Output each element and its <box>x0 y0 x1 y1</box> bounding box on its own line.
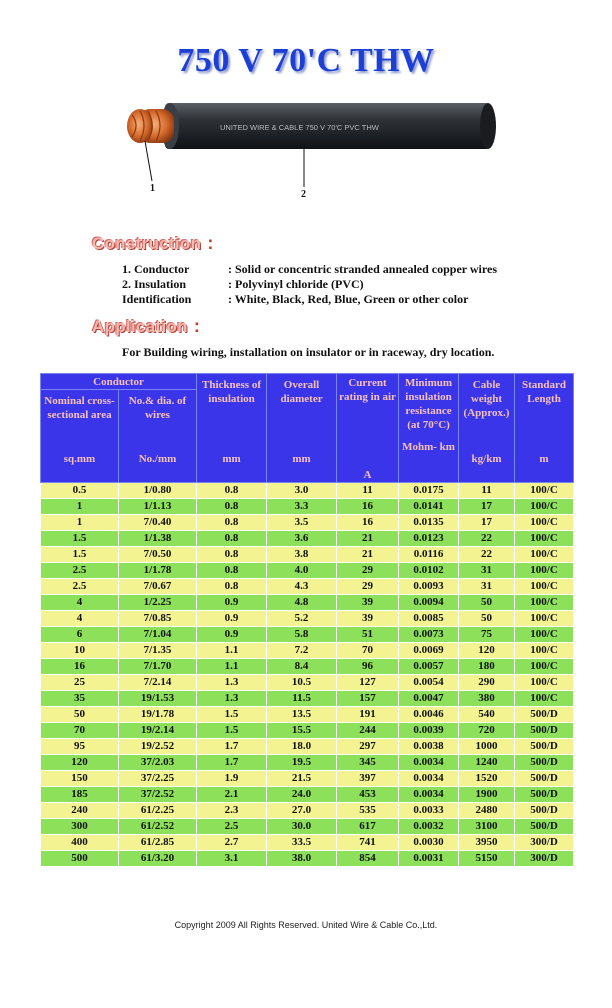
table-row <box>41 771 574 787</box>
cell-no-dia: 61/2.85 <box>119 835 197 851</box>
header-resistance-label: Minimum insulation resistance (at 70°C) <box>404 377 453 431</box>
cell-thickness: 1.9 <box>197 771 267 787</box>
cell-nominal: 10 <box>41 643 119 659</box>
header-length <box>515 374 574 483</box>
cell-length: 100/C <box>515 531 574 547</box>
cell-overall: 4.0 <box>267 563 337 579</box>
cell-no-dia: 7/0.40 <box>119 515 197 531</box>
cell-resistance: 0.0085 <box>399 611 459 627</box>
cell-nominal: 120 <box>41 755 119 771</box>
cell-length: 500/D <box>515 739 574 755</box>
cell-weight: 720 <box>459 723 515 739</box>
cell-overall: 3.6 <box>267 531 337 547</box>
cell-nominal: 35 <box>41 691 119 707</box>
cell-current: 244 <box>337 723 399 739</box>
table-row <box>41 563 574 579</box>
cell-overall: 38.0 <box>267 851 337 867</box>
callout-label-2: 2 <box>301 189 306 200</box>
cell-thickness: 0.8 <box>197 483 267 499</box>
header-thickness-unit: mm <box>222 453 241 465</box>
cell-length: 100/C <box>515 515 574 531</box>
cell-length: 100/C <box>515 643 574 659</box>
construction-item <box>122 292 468 307</box>
cell-nominal: 1.5 <box>41 547 119 563</box>
cell-resistance: 0.0069 <box>399 643 459 659</box>
cell-nominal: 1.5 <box>41 531 119 547</box>
cable-jacket-end <box>480 103 496 149</box>
cell-weight: 5150 <box>459 851 515 867</box>
cell-thickness: 0.9 <box>197 627 267 643</box>
cell-overall: 24.0 <box>267 787 337 803</box>
cell-current: 11 <box>337 483 399 499</box>
cell-resistance: 0.0175 <box>399 483 459 499</box>
cell-current: 21 <box>337 531 399 547</box>
table-row <box>41 835 574 851</box>
cell-nominal: 50 <box>41 707 119 723</box>
cell-thickness: 0.9 <box>197 611 267 627</box>
application-heading-text: Application <box>92 317 188 336</box>
cell-resistance: 0.0116 <box>399 547 459 563</box>
cell-resistance: 0.0054 <box>399 675 459 691</box>
cell-thickness: 1.5 <box>197 723 267 739</box>
cell-length: 100/C <box>515 499 574 515</box>
cell-weight: 50 <box>459 595 515 611</box>
cell-resistance: 0.0032 <box>399 819 459 835</box>
cell-resistance: 0.0033 <box>399 803 459 819</box>
header-weight <box>459 374 515 483</box>
cell-current: 70 <box>337 643 399 659</box>
cell-no-dia: 1/1.38 <box>119 531 197 547</box>
cell-weight: 2480 <box>459 803 515 819</box>
cell-overall: 5.2 <box>267 611 337 627</box>
cell-weight: 1000 <box>459 739 515 755</box>
cell-current: 29 <box>337 579 399 595</box>
cell-current: 21 <box>337 547 399 563</box>
cell-resistance: 0.0038 <box>399 739 459 755</box>
cell-length: 100/C <box>515 611 574 627</box>
cell-no-dia: 19/1.78 <box>119 707 197 723</box>
cell-length: 100/C <box>515 675 574 691</box>
cell-weight: 3100 <box>459 819 515 835</box>
table-row <box>41 579 574 595</box>
cell-overall: 21.5 <box>267 771 337 787</box>
cell-current: 16 <box>337 499 399 515</box>
cell-weight: 1240 <box>459 755 515 771</box>
cell-weight: 31 <box>459 579 515 595</box>
cell-thickness: 1.3 <box>197 691 267 707</box>
cell-overall: 30.0 <box>267 819 337 835</box>
cell-length: 500/D <box>515 819 574 835</box>
header-thickness-label: Thickness of insulation <box>202 379 262 405</box>
cell-overall: 15.5 <box>267 723 337 739</box>
cell-length: 100/C <box>515 563 574 579</box>
cell-current: 741 <box>337 835 399 851</box>
construction-key: 1. Conductor <box>122 262 190 276</box>
table-row <box>41 595 574 611</box>
cell-current: 854 <box>337 851 399 867</box>
cell-nominal: 500 <box>41 851 119 867</box>
header-nominal <box>41 390 119 483</box>
cell-weight: 17 <box>459 515 515 531</box>
cell-no-dia: 1/0.80 <box>119 483 197 499</box>
spec-table-body <box>41 483 574 867</box>
cell-overall: 4.8 <box>267 595 337 611</box>
cell-no-dia: 1/2.25 <box>119 595 197 611</box>
cell-nominal: 4 <box>41 595 119 611</box>
header-current-label: Current rating in air <box>339 377 396 403</box>
cell-length: 500/D <box>515 723 574 739</box>
cable-print-text: UNITED WIRE & CABLE 750 V 70'C PVC THW <box>220 123 379 132</box>
cell-overall: 18.0 <box>267 739 337 755</box>
cell-current: 397 <box>337 771 399 787</box>
cell-nominal: 2.5 <box>41 563 119 579</box>
cell-no-dia: 7/0.50 <box>119 547 197 563</box>
cell-nominal: 1 <box>41 499 119 515</box>
cell-thickness: 2.5 <box>197 819 267 835</box>
table-row <box>41 803 574 819</box>
cell-current: 29 <box>337 563 399 579</box>
table-row <box>41 659 574 675</box>
cell-weight: 380 <box>459 691 515 707</box>
cell-length: 100/C <box>515 547 574 563</box>
construction-value: : Polyvinyl chloride (PVC) <box>228 277 364 291</box>
cell-resistance: 0.0141 <box>399 499 459 515</box>
table-row <box>41 627 574 643</box>
cell-overall: 10.5 <box>267 675 337 691</box>
cell-length: 500/D <box>515 755 574 771</box>
cell-no-dia: 19/2.52 <box>119 739 197 755</box>
header-current <box>337 374 399 483</box>
cell-no-dia: 7/0.85 <box>119 611 197 627</box>
header-overall-unit: mm <box>292 453 311 465</box>
table-row <box>41 723 574 739</box>
cell-no-dia: 1/1.13 <box>119 499 197 515</box>
cell-overall: 8.4 <box>267 659 337 675</box>
cell-no-dia: 61/2.25 <box>119 803 197 819</box>
callout-line-1 <box>145 141 152 181</box>
header-length-label: Standard Length <box>522 379 567 405</box>
spec-table <box>40 373 574 867</box>
cell-thickness: 1.1 <box>197 659 267 675</box>
cell-thickness: 0.8 <box>197 579 267 595</box>
application-heading <box>92 316 200 337</box>
cell-resistance: 0.0046 <box>399 707 459 723</box>
table-row <box>41 531 574 547</box>
header-current-unit: A <box>363 469 372 481</box>
construction-item <box>122 262 497 277</box>
cell-weight: 120 <box>459 643 515 659</box>
cell-no-dia: 37/2.52 <box>119 787 197 803</box>
cell-overall: 5.8 <box>267 627 337 643</box>
cell-thickness: 0.8 <box>197 531 267 547</box>
cell-nominal: 150 <box>41 771 119 787</box>
page-title: 750 V 70'C THW <box>177 42 435 79</box>
cell-no-dia: 61/3.20 <box>119 851 197 867</box>
cell-weight: 1900 <box>459 787 515 803</box>
cell-resistance: 0.0094 <box>399 595 459 611</box>
cell-overall: 3.0 <box>267 483 337 499</box>
construction-value: : White, Black, Red, Blue, Green or other color <box>228 292 469 306</box>
cell-resistance: 0.0031 <box>399 851 459 867</box>
cell-no-dia: 19/2.14 <box>119 723 197 739</box>
cell-length: 500/D <box>515 707 574 723</box>
cell-overall: 11.5 <box>267 691 337 707</box>
cell-resistance: 0.0093 <box>399 579 459 595</box>
header-overall-label: Overall diameter <box>280 379 323 405</box>
cell-nominal: 6 <box>41 627 119 643</box>
cell-no-dia: 61/2.52 <box>119 819 197 835</box>
construction-key: Identification <box>122 292 192 306</box>
cell-length: 100/C <box>515 627 574 643</box>
header-thickness <box>197 374 267 483</box>
cell-nominal: 70 <box>41 723 119 739</box>
construction-key: 2. Insulation <box>122 277 187 291</box>
cell-thickness: 2.7 <box>197 835 267 851</box>
cell-length: 100/C <box>515 579 574 595</box>
cell-no-dia: 19/1.53 <box>119 691 197 707</box>
cell-current: 39 <box>337 611 399 627</box>
cell-weight: 75 <box>459 627 515 643</box>
cell-weight: 290 <box>459 675 515 691</box>
cell-thickness: 1.1 <box>197 643 267 659</box>
table-row <box>41 707 574 723</box>
header-resistance-unit: Mohm- km <box>402 441 455 453</box>
table-row <box>41 643 574 659</box>
cell-weight: 1520 <box>459 771 515 787</box>
cell-current: 453 <box>337 787 399 803</box>
cell-thickness: 0.8 <box>197 515 267 531</box>
cell-thickness: 1.7 <box>197 739 267 755</box>
cell-length: 100/C <box>515 595 574 611</box>
cell-weight: 17 <box>459 499 515 515</box>
cell-weight: 22 <box>459 531 515 547</box>
cell-thickness: 2.3 <box>197 803 267 819</box>
cell-current: 297 <box>337 739 399 755</box>
cell-weight: 3950 <box>459 835 515 851</box>
cell-weight: 540 <box>459 707 515 723</box>
cell-nominal: 0.5 <box>41 483 119 499</box>
cell-nominal: 95 <box>41 739 119 755</box>
cell-resistance: 0.0034 <box>399 755 459 771</box>
table-row <box>41 611 574 627</box>
cell-resistance: 0.0135 <box>399 515 459 531</box>
table-row <box>41 787 574 803</box>
cell-overall: 3.3 <box>267 499 337 515</box>
cell-nominal: 240 <box>41 803 119 819</box>
cell-resistance: 0.0073 <box>399 627 459 643</box>
construction-heading <box>92 233 214 254</box>
cell-overall: 7.2 <box>267 643 337 659</box>
cell-nominal: 1 <box>41 515 119 531</box>
cell-current: 157 <box>337 691 399 707</box>
header-no-dia-label: No.& dia. of wires <box>128 395 187 422</box>
cell-overall: 3.8 <box>267 547 337 563</box>
application-colon: : <box>193 316 201 336</box>
table-row <box>41 819 574 835</box>
cell-overall: 33.5 <box>267 835 337 851</box>
construction-heading-text: Construction <box>92 234 202 253</box>
cell-length: 300/D <box>515 851 574 867</box>
cell-thickness: 1.5 <box>197 707 267 723</box>
cell-no-dia: 7/1.70 <box>119 659 197 675</box>
cell-resistance: 0.0102 <box>399 563 459 579</box>
table-row <box>41 851 574 867</box>
cell-thickness: 3.1 <box>197 851 267 867</box>
cell-no-dia: 7/1.35 <box>119 643 197 659</box>
cell-current: 16 <box>337 515 399 531</box>
header-weight-unit: kg/km <box>471 453 502 465</box>
cell-no-dia: 37/2.03 <box>119 755 197 771</box>
table-row <box>41 483 574 499</box>
cell-weight: 180 <box>459 659 515 675</box>
cell-nominal: 300 <box>41 819 119 835</box>
cell-thickness: 0.8 <box>197 563 267 579</box>
cell-no-dia: 7/0.67 <box>119 579 197 595</box>
cell-weight: 22 <box>459 547 515 563</box>
cell-weight: 31 <box>459 563 515 579</box>
cell-nominal: 4 <box>41 611 119 627</box>
cell-length: 500/D <box>515 803 574 819</box>
header-nominal-unit: sq.mm <box>63 453 96 466</box>
copper-conductor <box>127 109 174 143</box>
cell-overall: 13.5 <box>267 707 337 723</box>
cell-resistance: 0.0047 <box>399 691 459 707</box>
cell-nominal: 25 <box>41 675 119 691</box>
header-length-unit: m <box>539 453 549 465</box>
cell-resistance: 0.0034 <box>399 771 459 787</box>
cell-weight: 11 <box>459 483 515 499</box>
cell-overall: 27.0 <box>267 803 337 819</box>
cell-length: 500/D <box>515 787 574 803</box>
cell-resistance: 0.0123 <box>399 531 459 547</box>
cell-resistance: 0.0057 <box>399 659 459 675</box>
cell-overall: 19.5 <box>267 755 337 771</box>
cell-current: 51 <box>337 627 399 643</box>
application-text: For Building wiring, installation on insulator or in raceway, dry location. <box>122 345 495 359</box>
cell-weight: 50 <box>459 611 515 627</box>
cell-thickness: 0.8 <box>197 499 267 515</box>
table-row <box>41 675 574 691</box>
cell-current: 96 <box>337 659 399 675</box>
cell-thickness: 0.9 <box>197 595 267 611</box>
cable-illustration <box>110 95 510 195</box>
cell-nominal: 185 <box>41 787 119 803</box>
cell-resistance: 0.0034 <box>399 787 459 803</box>
cell-length: 500/D <box>515 771 574 787</box>
cell-current: 191 <box>337 707 399 723</box>
table-row <box>41 547 574 563</box>
cell-length: 100/C <box>515 483 574 499</box>
callout-label-1: 1 <box>150 183 155 194</box>
cell-no-dia: 37/2.25 <box>119 771 197 787</box>
cell-current: 535 <box>337 803 399 819</box>
copyright-text: Copyright 2009 All Rights Reserved. United Wire & Cable Co.,Ltd. <box>174 920 438 930</box>
table-row <box>41 755 574 771</box>
cell-thickness: 1.7 <box>197 755 267 771</box>
cell-overall: 3.5 <box>267 515 337 531</box>
cell-nominal: 16 <box>41 659 119 675</box>
construction-item <box>122 277 364 292</box>
cell-thickness: 0.8 <box>197 547 267 563</box>
construction-colon: : <box>207 233 214 253</box>
conductor-group-header: Conductor <box>41 374 197 390</box>
cell-no-dia: 7/2.14 <box>119 675 197 691</box>
header-no-dia-unit: No./mm <box>138 453 177 466</box>
header-nominal-label: Nominal cross- sectional area <box>44 395 115 422</box>
table-row <box>41 499 574 515</box>
cell-current: 39 <box>337 595 399 611</box>
table-row <box>41 515 574 531</box>
cell-no-dia: 1/1.78 <box>119 563 197 579</box>
cell-nominal: 400 <box>41 835 119 851</box>
header-weight-label: Cable weight (Approx.) <box>463 379 510 419</box>
cell-length: 100/C <box>515 659 574 675</box>
cell-current: 345 <box>337 755 399 771</box>
header-overall <box>267 374 337 483</box>
cell-nominal: 2.5 <box>41 579 119 595</box>
cell-length: 300/D <box>515 835 574 851</box>
cell-thickness: 1.3 <box>197 675 267 691</box>
cell-length: 100/C <box>515 691 574 707</box>
table-row <box>41 691 574 707</box>
cell-resistance: 0.0030 <box>399 835 459 851</box>
cell-resistance: 0.0039 <box>399 723 459 739</box>
cell-overall: 4.3 <box>267 579 337 595</box>
header-no-dia <box>119 390 197 483</box>
construction-value: : Solid or concentric stranded annealed copper wires <box>228 262 497 276</box>
header-resistance <box>399 374 459 483</box>
cell-current: 127 <box>337 675 399 691</box>
cell-thickness: 2.1 <box>197 787 267 803</box>
table-row <box>41 739 574 755</box>
cell-current: 617 <box>337 819 399 835</box>
cell-no-dia: 7/1.04 <box>119 627 197 643</box>
